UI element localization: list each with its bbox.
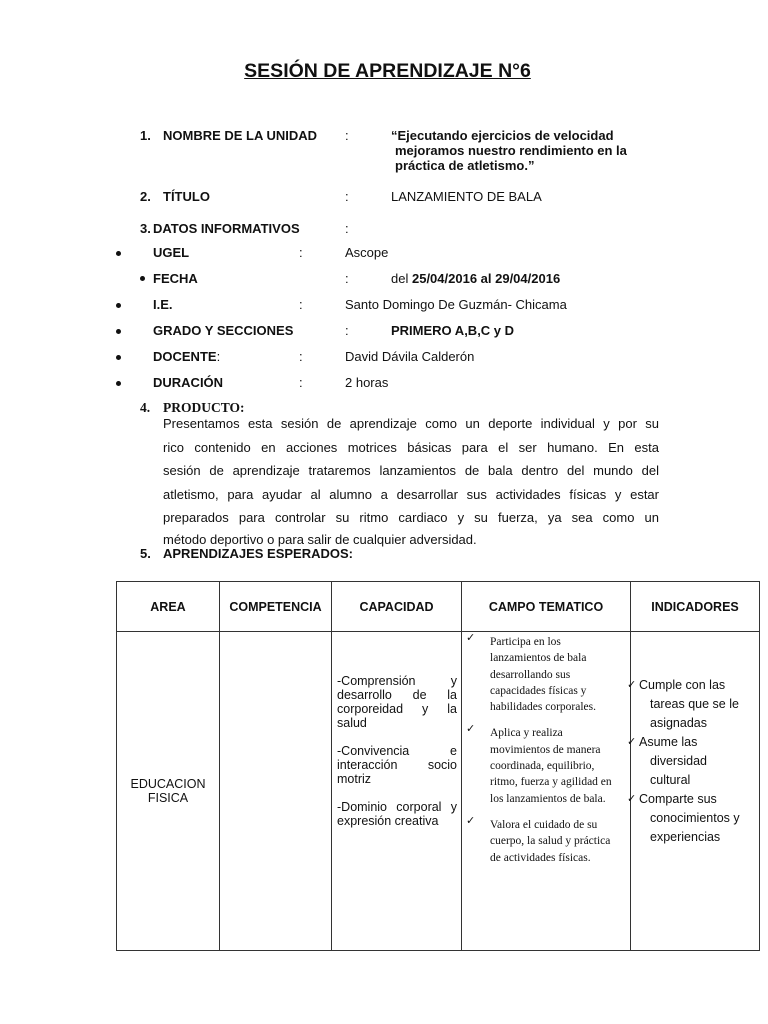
ie-value: Santo Domingo De Guzmán- Chicama bbox=[345, 297, 567, 312]
capacidad-cell bbox=[332, 632, 462, 951]
duracion-colon: : bbox=[299, 375, 303, 390]
ugel-value: Ascope bbox=[345, 245, 389, 260]
campo-item bbox=[462, 634, 630, 715]
capacidad-item: -Comprensión y desarrollo de la corporeidad y la salud bbox=[337, 674, 457, 730]
table-row bbox=[117, 632, 760, 951]
unidad-value-line: “Ejecutando ejercicios de velocidad bbox=[391, 128, 614, 143]
ie-label: I.E. bbox=[153, 297, 173, 312]
indicador-line: asignadas bbox=[650, 716, 707, 730]
campo-item-text: Participa en los lanzamientos de bala desarrollando sus capacidades físicas y habilidades corporales. bbox=[490, 636, 597, 714]
unidad-label: NOMBRE DE LA UNIDAD bbox=[163, 128, 318, 143]
table-header-row bbox=[117, 582, 760, 632]
paragraph-line: Presentamos esta sesión de aprendizaje como un deporte individual y por su bbox=[163, 416, 659, 431]
duracion-value: 2 horas bbox=[345, 375, 389, 390]
ugel-colon: : bbox=[299, 245, 303, 260]
fecha-prefix: del bbox=[391, 271, 409, 286]
aprendizajes-table bbox=[116, 581, 760, 951]
area-line: FISICA bbox=[147, 791, 189, 805]
grado-colon: : bbox=[345, 323, 349, 338]
header-campo-tematico: CAMPO TEMATICO bbox=[462, 582, 631, 632]
aprendizajes-label: APRENDIZAJES ESPERADOS: bbox=[163, 546, 353, 561]
bullet-icon bbox=[116, 303, 121, 308]
page-title: SESIÓN DE APRENDIZAJE N°6 bbox=[244, 60, 531, 82]
campo-item bbox=[462, 725, 630, 806]
item-number: 2. bbox=[140, 189, 151, 204]
indicador-item bbox=[627, 733, 759, 790]
capacidad-item: -Dominio corporal y expresión creativa bbox=[337, 800, 457, 828]
fecha-value bbox=[391, 271, 560, 286]
grado-label: GRADO Y SECCIONES bbox=[153, 323, 294, 338]
indicador-line: cultural bbox=[650, 773, 691, 787]
docente-label-text: DOCENTE bbox=[153, 349, 217, 364]
campo-item-text: Valora el cuidado de su cuerpo, la salud y práctica de actividades físicas. bbox=[490, 818, 611, 864]
duracion-label: DURACIÓN bbox=[153, 375, 224, 390]
indicador-line: tareas que se le bbox=[650, 697, 739, 711]
indicador-line: experiencias bbox=[650, 830, 721, 844]
datos-label: DATOS INFORMATIVOS bbox=[153, 221, 300, 236]
titulo-value: LANZAMIENTO DE BALA bbox=[391, 189, 542, 204]
indicadores-cell bbox=[627, 632, 760, 951]
bullet-icon bbox=[116, 381, 121, 386]
docente-colon: : bbox=[299, 349, 303, 364]
fecha-label: FECHA bbox=[153, 271, 198, 286]
indicador-line: conocimientos y bbox=[650, 811, 740, 825]
header-indicadores: INDICADORES bbox=[631, 582, 760, 632]
checkmark-icon: ✓ bbox=[466, 723, 476, 736]
ie-colon: : bbox=[299, 297, 303, 312]
header-area: AREA bbox=[117, 582, 220, 632]
grado-value: PRIMERO A,B,C y D bbox=[391, 323, 515, 338]
unidad-colon: : bbox=[345, 128, 349, 143]
fecha-dates: 25/04/2016 al 29/04/2016 bbox=[411, 271, 561, 286]
ugel-label: UGEL bbox=[153, 245, 190, 260]
item-number: 4. bbox=[140, 400, 151, 415]
checkmark-icon: ✓ bbox=[466, 632, 476, 644]
paragraph-line: rico contenido en acciones motrices básicas para el ser humano. En esta bbox=[163, 439, 659, 455]
indicador-line: diversidad bbox=[650, 754, 707, 768]
capacidad-item: -Convivencia e interacción socio motriz bbox=[337, 744, 457, 786]
unidad-value-line: mejoramos nuestro rendimiento en la bbox=[395, 143, 627, 158]
docente-label bbox=[153, 349, 220, 364]
checkmark-icon: ✓ bbox=[627, 736, 637, 748]
indicador-line: Comparte sus bbox=[639, 792, 717, 806]
producto-label: PRODUCTO: bbox=[163, 400, 245, 415]
item-number: 5. bbox=[140, 546, 151, 561]
docente-value: David Dávila Calderón bbox=[345, 349, 475, 364]
checkmark-icon: ✓ bbox=[466, 814, 476, 827]
datos-colon: : bbox=[345, 221, 349, 236]
competencia-cell bbox=[220, 632, 332, 951]
paragraph-line: sesión de aprendizaje trataremos lanzamientos de bala dentro del mundo del bbox=[163, 463, 659, 478]
indicador-item bbox=[627, 676, 759, 733]
unidad-value-line: práctica de atletismo.” bbox=[395, 158, 535, 173]
bullet-icon bbox=[116, 355, 121, 360]
checkmark-icon: ✓ bbox=[627, 793, 637, 805]
header-competencia: COMPETENCIA bbox=[220, 582, 332, 632]
titulo-label: TÍTULO bbox=[163, 189, 210, 204]
bullet-icon bbox=[116, 329, 121, 334]
campo-tematico-cell bbox=[462, 632, 631, 951]
bullet-icon bbox=[140, 276, 145, 281]
item-number: 3. bbox=[140, 221, 151, 236]
producto-paragraph bbox=[163, 412, 659, 551]
campo-item bbox=[462, 814, 630, 866]
area-line: EDUCACION bbox=[130, 777, 206, 791]
titulo-colon: : bbox=[345, 189, 349, 204]
indicador-item bbox=[627, 790, 759, 847]
campo-item-text: Aplica y realiza movimientos de manera coordinada, equilibrio, ritmo, fuerza y agilidad en los lanzamientos de bala. bbox=[490, 727, 612, 805]
docente-label-colon: : bbox=[216, 349, 221, 364]
item-number: 1. bbox=[140, 128, 151, 143]
indicador-line: Cumple con las bbox=[639, 678, 726, 692]
area-cell bbox=[117, 632, 220, 951]
checkmark-icon: ✓ bbox=[627, 679, 637, 691]
paragraph-line: preparados para controlar su ritmo cardiaco y su fuerza, ya sea como un bbox=[163, 510, 659, 525]
paragraph-line: atletismo, para ayudar al alumno a desarrollar sus actividades físicas y estar bbox=[163, 486, 659, 502]
paragraph-line: método deportivo o para salir de cualquier adversidad. bbox=[163, 531, 477, 547]
indicador-line: Asume las bbox=[639, 735, 698, 749]
fecha-colon: : bbox=[345, 271, 349, 286]
header-capacidad: CAPACIDAD bbox=[332, 582, 462, 632]
bullet-icon bbox=[116, 251, 121, 256]
